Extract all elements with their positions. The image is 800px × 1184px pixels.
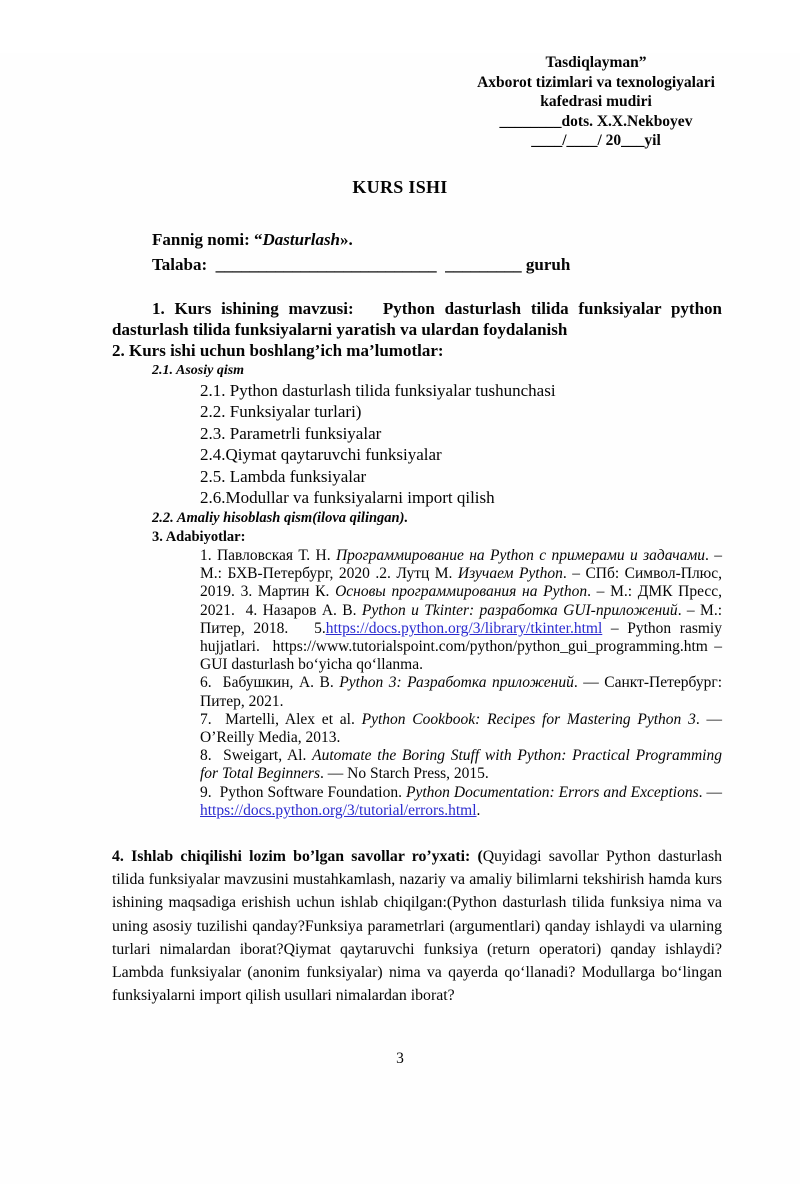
bibliography-item: [200, 747, 722, 783]
outline-item: 2.1. Python dasturlash tilida funksiyalar tushunchasi: [200, 380, 556, 400]
text-run: . – М.: Питер, 2018. 5.: [200, 601, 723, 637]
approval-line: Tasdiqlayman”: [545, 54, 647, 71]
approval-line: ________dots. X.X.Nekboyev: [499, 112, 693, 130]
page-title: KURS ISHI: [352, 176, 448, 197]
text-run: Automate the Boring Stuff with Python: Practical Programming for Total Beginners: [200, 747, 722, 783]
outline-item: 2.5. Lambda funksiyalar: [200, 466, 367, 486]
text-run: 8. Sweigart, Al.: [200, 747, 313, 765]
bibliography-item: [200, 711, 722, 747]
text-run: Python Cookbook: Recipes for Mastering Python 3: [361, 710, 696, 728]
text-run: . — O’Reilly Media, 2013.: [200, 710, 722, 746]
bibliography-item: [200, 784, 722, 820]
text-run: Python и Tkinter: разработка GUI-приложений: [361, 601, 678, 619]
questions-paragraph: [112, 845, 722, 1007]
text-run: Python 3: Разработка приложений: [339, 674, 574, 692]
text-run: Python Documentation: Errors and Exceptions: [405, 783, 699, 801]
hyperlink[interactable]: https://docs.python.org/3/tutorial/errors.html: [200, 801, 477, 819]
text-run: . – М.: ДМК Пресс, 2021. 4. Назаров А. В.: [200, 583, 722, 619]
outline-list: [200, 380, 722, 509]
text-run: Dasturlash: [262, 229, 341, 249]
text-run: Изучаем Python: [457, 565, 563, 583]
text-run: . — No Starch Press, 2015.: [320, 765, 489, 783]
bibliography-item: [200, 547, 722, 674]
bibliography-list: [200, 547, 722, 820]
approval-line: kafedrasi mudiri: [540, 93, 652, 111]
approval-line: Axborot tizimlari va texnologiyalari: [477, 73, 715, 91]
text-run: 9. Python Software Foundation.: [200, 783, 406, 801]
text-run: 6. Бабушкин, А. В.: [200, 674, 340, 692]
text-run: Программирование на Python с примерами и задачами: [335, 546, 706, 564]
text-run: 1. Павловская Т. Н.: [200, 546, 336, 564]
document-page: [0, 53, 800, 1184]
outline-item: 2.2. Funksiyalar turlari): [200, 402, 362, 422]
approval-line: ____/____/ 20___yil: [531, 132, 661, 150]
text-run: – Python rasmiy hujjatlari. https://www.tutorialspoint.com/python/python_gui_programming.htm – GUI dasturlash bo‘yicha qo‘llanma.: [200, 619, 722, 674]
text-run: . — Санкт-Петербург: Питер, 2021.: [200, 674, 722, 710]
text-run: Основы программирования на Python: [335, 583, 588, 601]
text-run: 4. Ishlab chiqilishi lozim bo’lgan savollar ro’yxati: (: [112, 848, 483, 866]
text-run: . – М.: БХВ-Петербург, 2020 .2. Лутц М.: [200, 546, 723, 583]
approval-block: [426, 53, 766, 151]
text-run: .: [476, 801, 481, 819]
outline-item: 2.4.Qiymat qaytaruvchi funksiyalar: [200, 445, 442, 465]
text-run: ».: [340, 229, 353, 249]
text-run: Fannig nomi: “: [152, 229, 263, 249]
page-number: 3: [396, 1050, 404, 1067]
text-run: . —: [698, 783, 723, 801]
literature-heading: 3. Adabiyotlar:: [152, 528, 246, 545]
main-part-subheading: 2.1. Asosiy qism: [152, 362, 245, 378]
initial-data-heading: 2. Kurs ishi uchun boshlang’ich ma’lumotlar:: [112, 340, 444, 360]
hyperlink[interactable]: https://docs.python.org/3/library/tkinter.html: [325, 619, 603, 637]
practical-part-subheading: 2.2. Amaliy hisoblash qism(ilova qilingan).: [152, 509, 409, 526]
text-run: Quyidagi savollar Python dasturlash tilida funksiyalar mavzusini mustahkamlash, nazariy va amaliy bilimlarni tekshirish hamda kurs ishining maqsadiga erishish uchun ishlab chiqilgan:(Python dasturlash tilida funksiya nima va uning asosiy tuzilishi qanday?Funksiya parametrlari (argumentlari) qanday ishlaydi va ularning turlari nimalardan iborat?Qiymat qaytaruvchi funksiya (return operatori) qanday ishlaydi?Lambda funksiyalar (anonim funksiyalar) nima va qayerda qo‘llanadi? Modullarga bo‘lingan funksiyalarni import qilish usullari nimalardan iborat?: [112, 848, 722, 1005]
outline-item: 2.3. Parametrli funksiyalar: [200, 423, 382, 443]
topic-paragraph: 1. Kurs ishining mavzusi: Python dasturlash tilida funksiyalar python dasturlash tilida funksiyalarni yaratish va ulardan foydalanish: [112, 298, 722, 339]
text-run: . – СПб: Символ-Плюс, 2019. 3. Мартин К.: [200, 565, 723, 601]
text-run: 7. Martelli, Alex et al.: [200, 710, 362, 728]
document-body: [112, 229, 722, 1007]
bibliography-item: [200, 674, 722, 710]
student-line: Talaba: __________________________ _________ guruh: [152, 254, 571, 274]
subject-line: [112, 229, 722, 250]
outline-item: 2.6.Modullar va funksiyalarni import qilish: [200, 488, 495, 508]
